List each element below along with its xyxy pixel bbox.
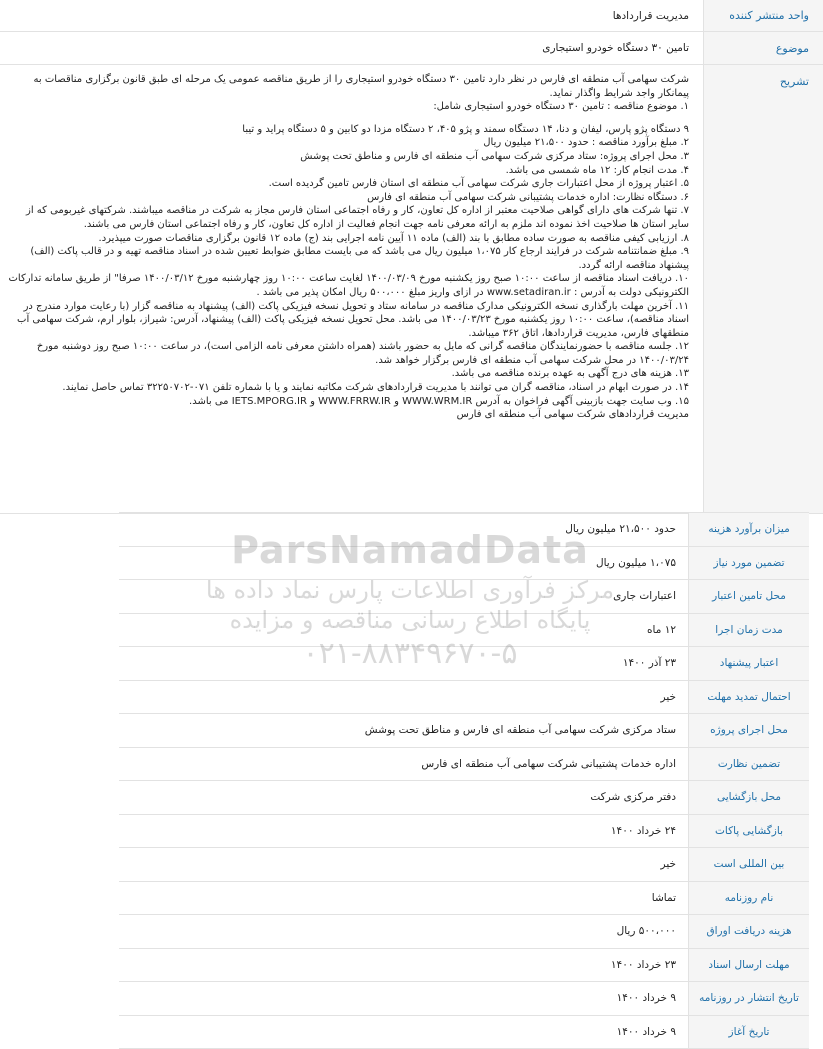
details-label: مدت زمان اجرا: [688, 614, 809, 647]
subject-value: تامین ۳۰ دستگاه خودرو استیجاری: [0, 32, 703, 64]
details-value: دفتر مرکزی شرکت: [119, 781, 688, 814]
details-value: ۲۳ خرداد ۱۴۰۰: [119, 949, 688, 982]
details-row: [119, 580, 809, 614]
description-item: ۶. دستگاه نظارت: اداره خدمات پشتیبانی شرکت سهامی آب منطقه ای فارس: [8, 191, 689, 205]
details-value: حدود ۲۱،۵۰۰ میلیون ریال: [119, 513, 688, 546]
watermark-brand: ParsNamadData: [190, 528, 630, 572]
description-item: ۹. مبلغ ضمانتنامه شرکت در فرایند ارجاع کار ۱،۰۷۵ میلیون ریال می باشد که می بایست مطابق ضوابط تعیین شده در اسناد مناقصه تهیه و در قالب پاکت (الف) پیشنهاد مناقصه ارائه گردد.: [8, 245, 689, 272]
description-item: ۵. اعتبار پروژه از محل اعتبارات جاری شرکت سهامی آب منطقه ای استان فارس تامین گردیده است.: [8, 177, 689, 191]
description-item: ۹ دستگاه پژو پارس، لیفان و دنا، ۱۴ دستگاه سمند و پژو ۴۰۵، ۲ دستگاه مزدا دو کابین و ۵ دستگاه پراید و تیبا: [8, 123, 689, 137]
details-label: تاریخ آغاز: [688, 1016, 809, 1049]
description-body: [0, 65, 703, 513]
details-value: ۲۴ خرداد ۱۴۰۰: [119, 815, 688, 848]
publisher-unit-value: مدیریت قراردادها: [0, 0, 703, 31]
details-label: احتمال تمدید مهلت: [688, 681, 809, 714]
details-row: [119, 647, 809, 681]
description-item: ۱۴. در صورت ابهام در اسناد، مناقصه گران می توانند با مدیریت قراردادهای شرکت مکاتبه نمایند و یا با شماره تلفن ۰۷۱-۳۲۲۵۰۷۰۲ تماس حاصل نمایند.: [8, 381, 689, 395]
details-row: [119, 714, 809, 748]
description-item: ۱۱. آخرین مهلت بارگذاری نسخه الکترونیکی مدارک مناقصه در سامانه ستاد و تحویل نسخه فیزیکی پاکت (الف) پیشنهاد به مناقصه گزار (با رعایت موارد مندرج در اسناد مناقصه)، ساعت ۱۰:۰۰ روز یکشنبه مورخ ۱۴۰۰/۰۳/۲۳ می باشد. محل تحویل نسخه فیزیکی پاکت (الف) پیشنهاد، آدرس: شیراز، بلوار ارم، شرکت سهامی آب منطقهای فارس، مدیریت قراردادها، اتاق ۳۶۲ میباشد.: [8, 300, 689, 341]
publisher-unit-row: [0, 0, 823, 32]
details-value: خیر: [119, 681, 688, 714]
details-label: میزان برآورد هزینه: [688, 513, 809, 546]
details-label: تضمین نظارت: [688, 748, 809, 781]
description-row: [0, 65, 823, 514]
details-row: [119, 748, 809, 782]
description-item: ۱۰. دریافت اسناد مناقصه از ساعت ۱۰:۰۰ صبح روز یکشنبه مورخ ۱۴۰۰/۰۳/۰۹ لغایت ساعت ۱۰:۰۰ روز چهارشنبه مورخ ۱۴۰۰/۰۳/۱۲ صرفا" از طریق سامانه تدارکات الکترونیکی دولت به آدرس : www.setadiran.ir در ازای واریز مبلغ ۵۰۰،۰۰۰ ریال امکان پذیر می باشد .: [8, 272, 689, 299]
description-item: ۱. موضوع مناقصه : تامین ۳۰ دستگاه خودرو استیجاری شامل:: [8, 100, 689, 114]
details-value: اداره خدمات پشتیبانی شرکت سهامی آب منطقه ای فارس: [119, 748, 688, 781]
description-item: ۳. محل اجرای پروژه: ستاد مرکزی شرکت سهامی آب منطقه ای فارس و مناطق تحت پوشش: [8, 150, 689, 164]
details-value: اعتبارات جاری: [119, 580, 688, 613]
details-value: ۵۰۰،۰۰۰ ریال: [119, 915, 688, 948]
details-row: [119, 882, 809, 916]
details-row: [119, 513, 809, 547]
watermark-line2: پایگاه اطلاع رسانی مناقصه و مزایده: [190, 606, 630, 634]
details-value: ۲۳ آذر ۱۴۰۰: [119, 647, 688, 680]
description-item: ۱۵. وب سایت جهت بازبینی آگهی فراخوان به آدرس WWW.WRM.IR و WWW.FRRW.IR و IETS.MPORG.IR می باشد.: [8, 395, 689, 409]
details-row: [119, 614, 809, 648]
details-row: [119, 915, 809, 949]
details-value: ۱۲ ماه: [119, 614, 688, 647]
publisher-unit-label: واحد منتشر کننده: [703, 0, 823, 31]
details-value: ۱،۰۷۵ میلیون ریال: [119, 547, 688, 580]
description-item: ۴. مدت انجام کار: ۱۲ ماه شمسی می باشد.: [8, 164, 689, 178]
details-value: ستاد مرکزی شرکت سهامی آب منطقه ای فارس و مناطق تحت پوشش: [119, 714, 688, 747]
details-row: [119, 848, 809, 882]
subject-label: موضوع: [703, 32, 823, 64]
details-value: ۹ خرداد ۱۴۰۰: [119, 982, 688, 1015]
details-label: نام روزنامه: [688, 882, 809, 915]
details-label: بازگشایی پاکات: [688, 815, 809, 848]
details-table: [119, 512, 809, 1049]
description-item: ۱۳. هزینه های درج آگهی به عهده برنده مناقصه می باشد.: [8, 367, 689, 381]
details-label: بین المللی است: [688, 848, 809, 881]
details-label: اعتبار پیشنهاد: [688, 647, 809, 680]
details-label: هزینه دریافت اوراق: [688, 915, 809, 948]
details-label: تضمین مورد نیاز: [688, 547, 809, 580]
description-label: تشریح: [703, 65, 823, 513]
description-intro: شرکت سهامی آب منطقه ای فارس در نظر دارد تامین ۳۰ دستگاه خودرو استیجاری را از طریق مناقصه عمومی یک مرحله ای طبق قانون برگزاری مناقصات به پیمانکار واجد شرایط واگذار نماید.: [8, 73, 689, 100]
description-item: ۲. مبلغ برآورد مناقصه : حدود ۲۱،۵۰۰ میلیون ریال: [8, 136, 689, 150]
watermark-line1: مرکز فرآوری اطلاعات پارس نماد داده ها: [190, 576, 630, 604]
details-label: تاریخ انتشار در روزنامه: [688, 982, 809, 1015]
details-row: [119, 815, 809, 849]
details-value: ۹ خرداد ۱۴۰۰: [119, 1016, 688, 1049]
description-item: ۷. تنها شرکت های دارای گواهی صلاحیت معتبر از اداره کل تعاون، کار و رفاه اجتماعی استان فارس مجاز به شرکت در مناقصه میباشند. شرکتهای غیربومی که از سایر استان ها صلاحیت اخذ نموده اند ملزم به ارائه معرفی نامه جهت انجام فعالیت از اداره کل تعاون، کار و رفاه اجتماعی استان فارس می باشند.: [8, 204, 689, 231]
details-value: خیر: [119, 848, 688, 881]
description-signature: مدیریت قراردادهای شرکت سهامی آب منطقه ای فارس: [8, 408, 689, 422]
details-row: [119, 1016, 809, 1049]
details-row: [119, 547, 809, 581]
details-label: مهلت ارسال اسناد: [688, 949, 809, 982]
description-item: ۸. ارزیابی کیفی مناقصه به صورت ساده مطابق با بند (الف) ماده ۱۱ آیین نامه اجرایی بند (ج) ماده ۱۲ قانون برگزاری مناقصات صورت میپذیرد.: [8, 232, 689, 246]
subject-row: [0, 32, 823, 65]
details-value: تماشا: [119, 882, 688, 915]
watermark-phone: ۰۲۱-۸۸۳۴۹۶۷۰-۵: [190, 636, 630, 671]
details-label: محل بازگشایی: [688, 781, 809, 814]
description-item: ۱۲. جلسه مناقصه با حضورنمایندگان مناقصه گرانی که مایل به حضور باشند (همراه داشتن معرفی نامه الزامی است)، در ساعت ۱۰:۰۰ صبح روز دوشنبه مورخ ۱۴۰۰/۰۳/۲۴ در محل شرکت سهامی آب منطقه ای فارس برگزار خواهد شد.: [8, 340, 689, 367]
details-label: محل تامین اعتبار: [688, 580, 809, 613]
details-row: [119, 781, 809, 815]
details-row: [119, 982, 809, 1016]
details-label: محل اجرای پروژه: [688, 714, 809, 747]
details-row: [119, 949, 809, 983]
details-row: [119, 681, 809, 715]
